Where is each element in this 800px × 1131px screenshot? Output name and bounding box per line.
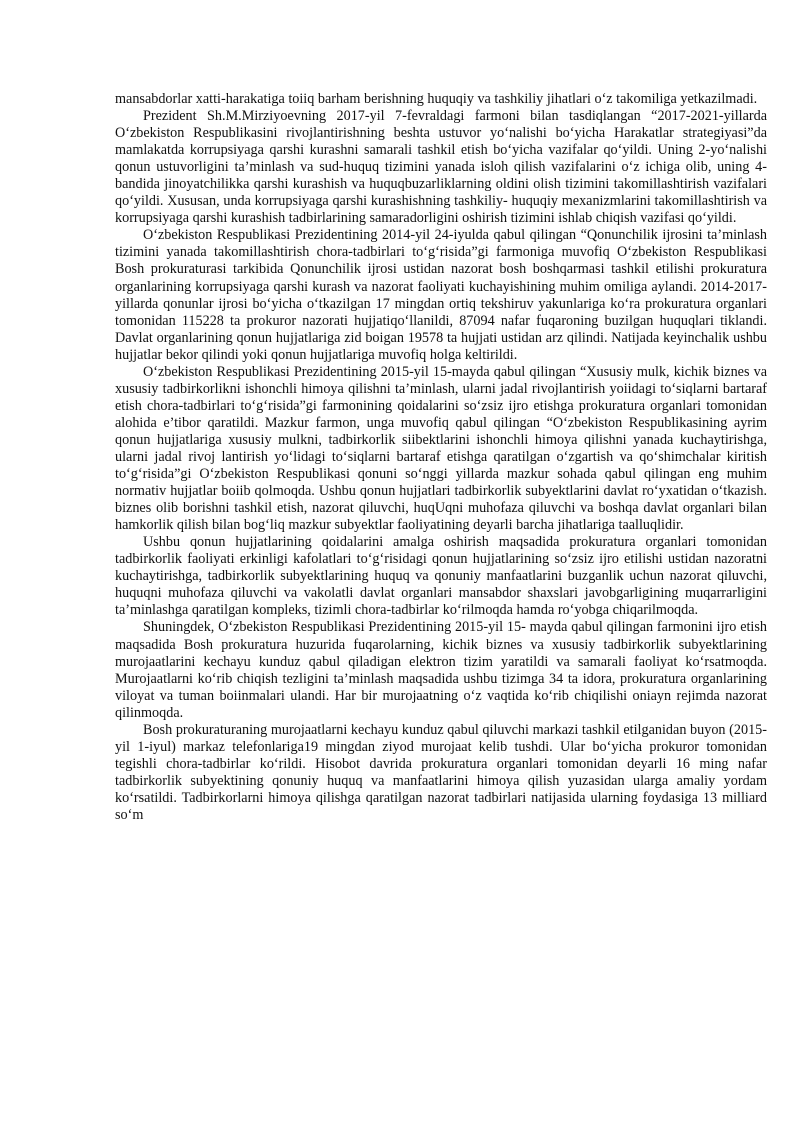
paragraph-3: O‘zbekiston Respublikasi Prezidentining 2014-yil 24-iyulda qabul qilingan “Qonunchilik ijrosini ta’minlash tizimini yanada takomillashtirish chora-tadbirlari to‘g‘risida”gi farmoniga muvofiq O‘zbekiston Respublikasi Bosh prokuraturasi tarkibida Qonunchilik ijrosi ustidan nazorat bosh boshqarmasi tashkil etilishi prokuratura organlarining korrupsiyaga qarshi kurash va nazorat faoliyati kuchayishining muhim omiliga aylandi. 2014-2017-yillarda qonunlar ijrosi bo‘yicha o‘tkazilgan 17 mingdan ortiq tekshiruv yakunlariga ko‘ra prokuratura organlari tomonidan 115228 ta prokuror nazorati hujjatiqo‘llanildi, 87094 nafar fuqaroning buzilgan huquqlari tiklandi. Davlat organlarining qonun hujjatlariga zid boigan 19578 ta hujjati ustidan arz qilindi. Natijada keyinchalik ushbu hujjatlar bekor qilindi yoki qonun hujjatlariga muvofiq holga keltirildi.: [115, 227, 767, 363]
paragraph-2: Prezident Sh.M.Mirziyoevning 2017-yil 7-fevraldagi farmoni bilan tasdiqlangan “2017-2021-yillarda O‘zbekiston Respublikasini rivojlantirishning beshta ustuvor yo‘nalishi bo‘yicha Harakatlar strategiyasi”da mamlakatda korrupsiyaga qarshi kurashni samarali tashkil etish bo‘yicha vazifalar qo‘yildi. Uning 2-yo‘nalishi qonun ustuvorligini ta’minlash va sud-huquq tizimini yanada isloh qilish vazifalarini o‘z ichiga olib, uning 4-bandida jinoyatchilikka qarshi kurashish va huquqbuzarliklarning oldini olish tizimini takomillashtirish vazifalari qo‘yildi. Xususan, unda korrupsiyaga qarshi kurashishning tashkiliy- huquqiy mexanizmlarini takomillashtirish va korrupsiyaga qarshi kurashish tadbirlarining samaradorligini oshirish tizimini ishlab chiqish vazifasi qo‘yildi.: [115, 108, 767, 227]
document-page: [115, 91, 767, 824]
paragraph-7: Bosh prokuraturaning murojaatlarni kechayu kunduz qabul qiluvchi markazi tashkil etilganidan buyon (2015-yil 1-iyul) markaz telefonlariga19 mingdan ziyod murojaat kelib tushdi. Ular bo‘yicha prokuror tomonidan tegishli chora-tadbirlar ko‘rildi. Hisobot davrida prokuratura organlari tomonidan deyarli 16 ming nafar tadbirkorlik subyektining qonuniy huquq va manfaatlarini himoya qilish yuzasidan ularga amaliy yordam ko‘rsatildi. Tadbirkorlarni himoya qilishga qaratilgan nazorat tadbirlari natijasida ularning foydasiga 13 milliard so‘m: [115, 721, 767, 823]
paragraph-5: Ushbu qonun hujjatlarining qoidalarini amalga oshirish maqsadida prokuratura organlari tomonidan tadbirkorlik faoliyati erkinligi kafolatlari to‘g‘risidagi qonun hujjatlarining so‘zsiz ijro etilishi ustidan nazoratni kuchaytirishga, tadbirkorlik subyektlarining huquq va qonuniy manfaatlarini buzganlik uchun nazorat qiluvchi, huquqni muhofaza qiluvchi va vakolatli davlat organlari mansabdor shaxslari javobgarligining muqarrarligini ta’minlashga qaratilgan kompleks, tizimli chora-tadbirlar ko‘rilmoqda hamda ro‘yobga chiqarilmoqda.: [115, 534, 767, 619]
paragraph-6: Shuningdek, O‘zbekiston Respublikasi Prezidentining 2015-yil 15- mayda qabul qilingan farmonini ijro etish maqsadida Bosh prokuratura huzurida fuqarolarning, kichik biznes va xususiy tadbirkorlik subyektlarining murojaatlarini kechayu kunduz qabul qiladigan elektron tizim yaratildi va samarali faoliyat ko‘rsatmoqda. Murojaatlarni ko‘rib chiqish tezligini ta’minlash maqsadida ushbu tizimga 34 ta idora, prokuratura organlarining viloyat va tuman boiinmalari ulandi. Har bir murojaatning o‘z vaqtida ko‘rib chiqilishi oniayn rejimda nazorat qilinmoqda.: [115, 619, 767, 721]
paragraph-4: O‘zbekiston Respublikasi Prezidentining 2015-yil 15-mayda qabul qilingan “Xususiy mulk, kichik biznes va xususiy tadbirkorlikni ishonchli himoya qilishni ta’minlash, ularni jadal rivojlantirish yoiidagi to‘siqlarni bartaraf etish chora-tadbirlari to‘g‘risida”gi farmonining qoidalarini so‘zsiz ijro etishga prokuratura organlari tomonidan alohida e’tibor qaratildi. Mazkur farmon, unga muvofiq qabul qilingan “O‘zbekiston Respublikasining ayrim qonun hujjatlariga xususiy mulkni, tadbirkorlik siibektlarini ishonchli himoya qilishni yanada kuchaytirishga, ularni jadal rivoj lantirish yo‘lidagi to‘siqlarni bartaraf etishga qaratilgan o‘zgartish va qo‘shimchalar kiritish to‘g‘risida”gi O‘zbekiston Respublikasi qonuni so‘nggi yillarda mazkur sohada qabul qilingan eng muhim normativ hujjatlar boiib qolmoqda. Ushbu qonun hujjatlari tadbirkorlik subyektlarini davlat ro‘yxatidan o‘tkazish. biznes olib borishni tashkil etish, nazorat qiluvchi, huqUqni muhofaza qiluvchi va boshqa davlat organlari bilan hamkorlik qilish bilan bog‘liq mazkur subyektlar faoliyatining deyarli barcha jihatlariga taalluqlidir.: [115, 363, 767, 534]
paragraph-1: mansabdorlar xatti-harakatiga toiiq barham berishning huquqiy va tashkiliy jihatlari o‘z takomiliga yetkazilmadi.: [115, 91, 758, 107]
